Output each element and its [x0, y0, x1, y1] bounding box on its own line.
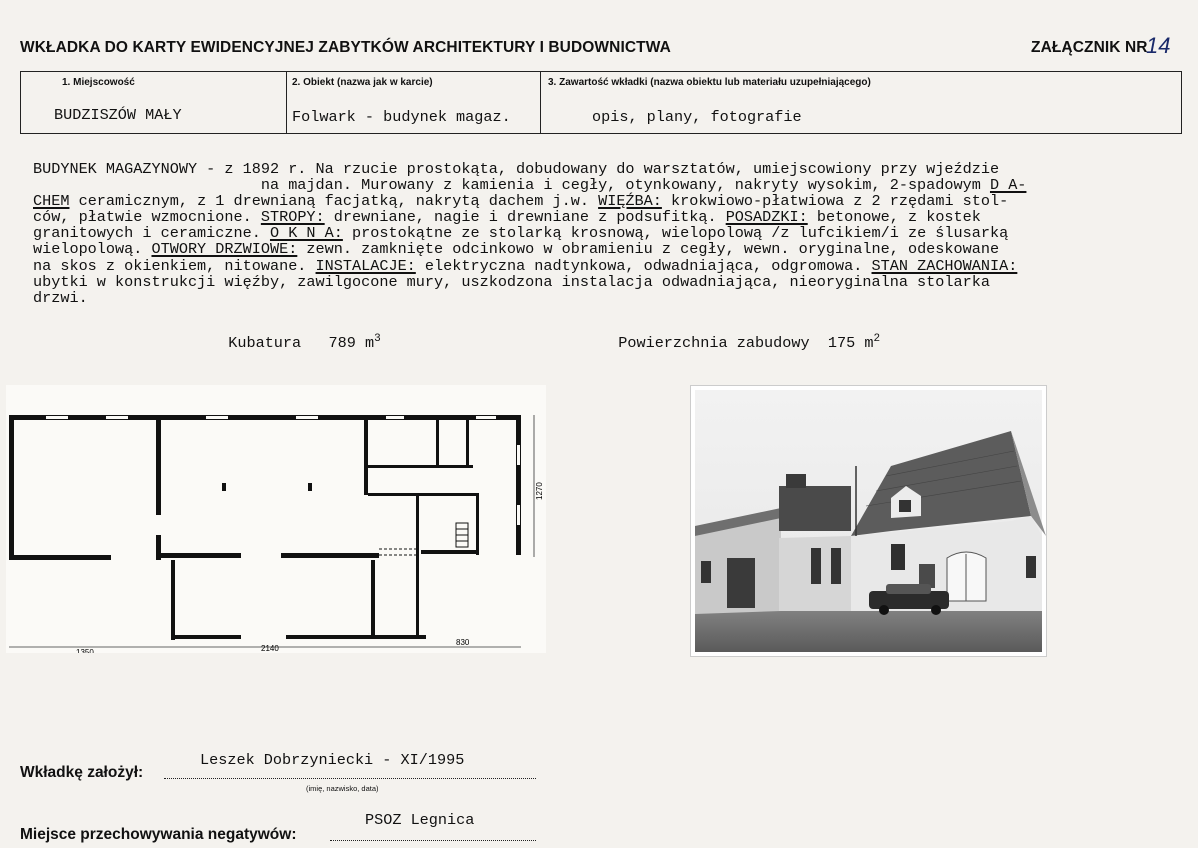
plan-wall: [416, 493, 419, 638]
created-dotline: [164, 778, 536, 779]
description-heading: INSTALACJE:: [315, 256, 416, 275]
plan-wall: [476, 493, 479, 555]
object-value: Folwark - budynek magaz.: [292, 108, 511, 126]
plan-wall-right: [516, 415, 521, 555]
plan-pillar: [308, 483, 312, 491]
header-top-rule: [20, 71, 1182, 72]
description-segment: drewniane, nagie i drewniane z podsufitką.: [324, 208, 726, 227]
plan-wall: [9, 555, 111, 560]
plan-dim-right: 830: [456, 638, 470, 647]
plan-wall: [161, 553, 241, 558]
description-line: [33, 161, 1026, 177]
description-segment: na skos z okienkiem, nitowane.: [33, 256, 316, 275]
area: [600, 315, 880, 351]
description-line: [33, 290, 1026, 306]
description-segment: wielopolową.: [33, 240, 152, 259]
plan-wall: [156, 535, 161, 560]
description-line: [33, 274, 1026, 290]
plan-wall: [466, 420, 469, 468]
field-divider-left: [20, 71, 21, 133]
description-heading: STROPY:: [260, 208, 325, 227]
contents-label: 3. Zawartość wkładki (nazwa obiektu lub materiału uzupełniającego): [548, 77, 871, 88]
plan-wall-left-upper: [9, 415, 14, 557]
volume-label: Kubatura: [228, 334, 302, 353]
description-line: [33, 193, 1026, 209]
negatives-label: Miejsce przechowywania negatywów:: [20, 826, 297, 843]
description-segment: prostokątne ze stolarką krosnową, wielopolową /z lufcikiem/i ze ślusarką: [342, 224, 1009, 243]
plan-wall: [436, 420, 439, 468]
volume-unit-sup: 3: [374, 333, 381, 346]
volume: [210, 315, 381, 351]
description-segment: drzwi.: [33, 288, 88, 307]
description-segment: na majdan. Murowany z kamienia i cegły, otynkowany, nakryty wysokim, 2-spadowym: [33, 176, 990, 195]
plan-wall: [286, 635, 426, 639]
description-text: [33, 161, 1026, 306]
attachment-number: 14: [1146, 33, 1171, 58]
floor-plan: [6, 385, 546, 653]
volume-value: 789 m: [328, 334, 375, 353]
negatives-dotline: [330, 840, 536, 841]
attachment-label: ZAŁĄCZNIK NR: [1031, 39, 1148, 56]
description-heading: POSADZKI:: [725, 208, 808, 227]
description-line: [33, 225, 1026, 241]
area-unit-sup: 2: [873, 333, 881, 346]
locality-label: 1. Miejscowość: [62, 77, 135, 88]
form-title: WKŁADKA DO KARTY EWIDENCYJNEJ ZABYTKÓW ARCHITEKTURY I BUDOWNICTWA: [20, 39, 671, 56]
negatives-value: PSOZ Legnica: [365, 811, 475, 829]
plan-dim-side: 1270: [535, 482, 544, 500]
plan-dim-mid: 2140: [261, 644, 279, 653]
plan-wall: [156, 415, 161, 515]
plan-wall: [171, 635, 241, 639]
description-segment: betonowe, z kostek: [807, 208, 981, 227]
plan-wall: [368, 465, 473, 468]
header-bottom-rule: [20, 133, 1182, 134]
plan-wall: [171, 560, 175, 640]
building-photo-image: [691, 386, 1046, 656]
description-line: [33, 241, 1026, 257]
plan-dim-left: 1350: [76, 648, 94, 653]
locality-value: BUDZISZÓW MAŁY: [54, 106, 182, 124]
description-line: [33, 209, 1026, 225]
plan-wall: [364, 415, 368, 495]
description-segment: elektryczna nadtynkowa, odwadniająca, odgromowa.: [415, 256, 872, 275]
description-segment: ubytki w konstrukcji więźby, zawilgocone mury, uszkodzona instalacja odwadniająca, nieoryginalna stolarka: [33, 272, 990, 291]
floor-plan-drawing: [6, 385, 546, 653]
description-heading: WIĘŹBA:: [598, 192, 662, 211]
area-label: Powierzchnia zabudowy: [618, 334, 810, 353]
description-line: [33, 177, 1026, 193]
created-value: Leszek Dobrzyniecki - XI/1995: [200, 751, 465, 769]
object-label: 2. Obiekt (nazwa jak w karcie): [292, 77, 433, 88]
description-heading: OTWORY DRZWIOWE:: [151, 240, 298, 259]
plan-wall-top: [9, 415, 519, 420]
description-segment: granitowych i ceramiczne.: [33, 224, 270, 243]
field-divider-2: [540, 71, 541, 133]
plan-wall: [371, 560, 375, 638]
plan-wall: [281, 553, 379, 558]
contents-value: opis, plany, fotografie: [592, 108, 802, 126]
description-segment: krokwiowo-płatwiowa z 2 rzędami stol-: [661, 192, 1009, 211]
plan-pillar: [222, 483, 226, 491]
description-line: [33, 258, 1026, 274]
description-segment: zewn. zamknięte odcinkowo w obramieniu z cegły, wewn. oryginalne, odeskowane: [297, 240, 1000, 259]
description-heading: D A-: [989, 176, 1027, 195]
created-hint: (imię, nazwisko, data): [306, 784, 379, 793]
field-divider-right: [1181, 71, 1182, 133]
plan-wall: [421, 550, 476, 554]
area-value: 175 m: [827, 334, 874, 353]
created-label: Wkładkę założył:: [20, 764, 144, 781]
description-segment: ceramicznym, z 1 drewnianą facjatką, nakrytą dachem j.w.: [69, 192, 599, 211]
plan-wall: [368, 493, 478, 496]
description-heading: O K N A:: [269, 224, 343, 243]
description-heading: STAN ZACHOWANIA:: [871, 256, 1018, 275]
building-photo: [690, 385, 1047, 657]
description-segment: ców, płatwie wzmocnione.: [33, 208, 261, 227]
field-divider-1: [286, 71, 287, 133]
description-segment: BUDYNEK MAGAZYNOWY - z 1892 r. Na rzucie prostokąta, dobudowany do warsztatów, umiejscowiony przy wjeździe: [33, 160, 1000, 178]
description-heading: CHEM: [33, 192, 70, 211]
